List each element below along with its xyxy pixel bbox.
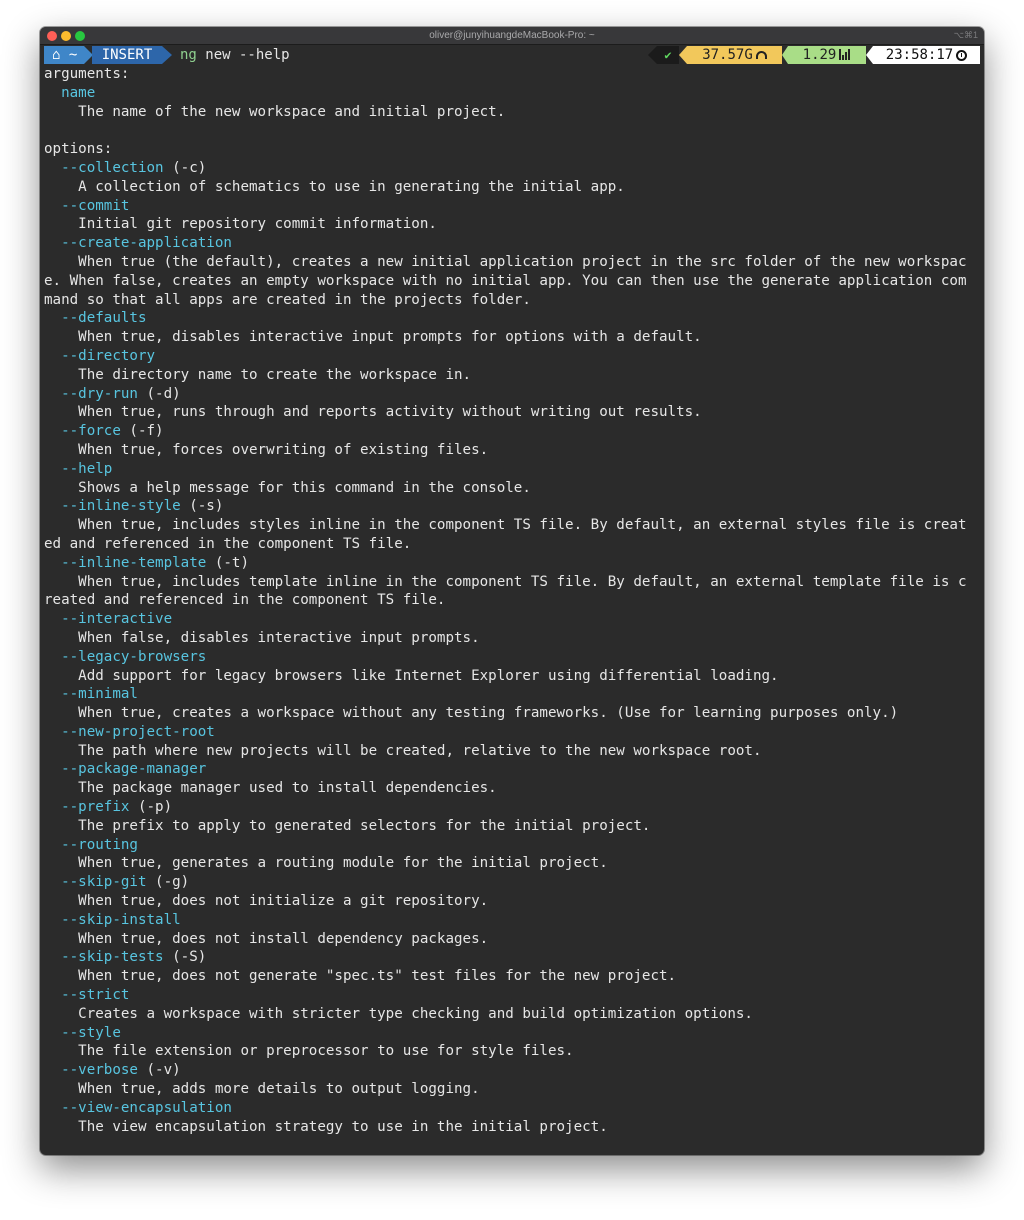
option-item xyxy=(44,760,980,779)
blank-line xyxy=(44,121,980,140)
option-description-text: When true, forces overwriting of existing files. xyxy=(78,441,489,458)
status-segment xyxy=(657,46,679,64)
option-item xyxy=(44,685,980,704)
option-description xyxy=(44,1118,980,1137)
option-alias: (-c) xyxy=(163,159,207,176)
option-description xyxy=(44,817,980,836)
option-description-text: The path where new projects will be created, relative to the new workspace root. xyxy=(78,742,762,759)
memory-value: 37.57G xyxy=(702,47,753,63)
option-description-text: Add support for legacy browsers like Internet Explorer using differential loading. xyxy=(78,667,779,684)
load-segment xyxy=(788,46,866,64)
option-description xyxy=(44,403,980,422)
shell-prompt xyxy=(44,46,980,64)
option-flag: --interactive xyxy=(61,611,173,628)
option-description-text: ed and referenced in the component TS file. xyxy=(44,535,412,552)
option-description xyxy=(44,479,980,498)
option-item xyxy=(44,554,980,573)
option-description xyxy=(44,704,980,723)
option-flag: --skip-install xyxy=(61,911,181,928)
option-flag: --dry-run xyxy=(61,385,138,402)
option-description-text: e. When false, creates an empty workspace with no initial app. You can then use the generate application com xyxy=(44,272,967,289)
option-flag: --legacy-browsers xyxy=(61,648,207,665)
option-description-text: Creates a workspace with stricter type checking and build optimization options. xyxy=(78,1005,753,1022)
option-description xyxy=(44,291,980,310)
option-item xyxy=(44,385,980,404)
option-description-text: When true (the default), creates a new initial application project in the src folder of the new workspac xyxy=(78,253,967,270)
option-alias: (-v) xyxy=(137,1062,181,1079)
option-alias: (-p) xyxy=(129,799,173,816)
option-item xyxy=(44,723,980,742)
option-description-text: When true, disables interactive input prompts for options with a default. xyxy=(78,329,702,346)
option-flag: --commit xyxy=(61,197,130,214)
time-value: 23:58:17 xyxy=(885,47,954,63)
home-segment xyxy=(44,46,84,64)
option-flag: --view-encapsulation xyxy=(61,1099,232,1116)
segment-separator xyxy=(162,46,172,64)
option-description-text: When true, includes template inline in the component TS file. By default, an external template file is c xyxy=(78,573,967,590)
option-flag: --new-project-root xyxy=(61,723,215,740)
option-description xyxy=(44,366,980,385)
option-description-text: When true, generates a routing module for the initial project. xyxy=(78,855,608,872)
option-description-text: When false, disables interactive input prompts. xyxy=(78,629,480,646)
option-flag: --defaults xyxy=(61,310,147,327)
option-description xyxy=(44,516,980,535)
arguments-header: arguments: xyxy=(44,66,130,82)
option-item xyxy=(44,497,980,516)
option-description-text: When true, does not generate "spec.ts" test files for the new project. xyxy=(78,968,677,985)
option-item xyxy=(44,873,980,892)
option-description xyxy=(44,215,980,234)
option-flag: --routing xyxy=(61,836,138,853)
option-flag: --package-manager xyxy=(61,761,207,778)
option-description xyxy=(44,441,980,460)
option-description xyxy=(44,1042,980,1061)
option-flag: --skip-git xyxy=(61,874,147,891)
option-item xyxy=(44,1099,980,1118)
option-description-text: The file extension or preprocessor to use for style files. xyxy=(78,1043,574,1060)
option-description-text: The package manager used to install dependencies. xyxy=(78,780,497,797)
terminal-output xyxy=(44,65,980,1136)
option-item xyxy=(44,986,980,1005)
option-description-text: A collection of schematics to use in generating the initial app. xyxy=(78,178,625,195)
option-item xyxy=(44,234,980,253)
bar-chart-icon xyxy=(839,49,851,60)
option-flag: --force xyxy=(61,423,121,440)
option-alias: (-t) xyxy=(206,554,250,571)
clock-icon xyxy=(956,50,967,61)
time-segment xyxy=(873,46,980,64)
window-title: oliver@junyihuangdeMacBook-Pro: ~ xyxy=(429,30,595,41)
option-flag: --style xyxy=(61,1024,121,1041)
option-description xyxy=(44,272,980,291)
segment-separator xyxy=(648,46,657,64)
option-description xyxy=(44,967,980,986)
option-description xyxy=(44,930,980,949)
title-bar xyxy=(40,27,984,45)
option-item xyxy=(44,309,980,328)
option-description-text: When true, creates a workspace without any testing frameworks. (Use for learning purposes only.) xyxy=(78,705,899,722)
terminal-window xyxy=(40,27,984,1155)
option-description-text: When true, adds more details to output logging. xyxy=(78,1081,480,1098)
option-item xyxy=(44,159,980,178)
options-list xyxy=(44,159,980,1136)
window-shortcut: ⌥⌘1 xyxy=(953,30,978,40)
option-flag: --strict xyxy=(61,987,130,1004)
option-description-text: reated and referenced in the component TS file. xyxy=(44,592,446,609)
option-description-text: mand so that all apps are created in the projects folder. xyxy=(44,291,531,308)
option-description xyxy=(44,742,980,761)
option-description xyxy=(44,591,980,610)
option-alias: (-d) xyxy=(137,385,181,402)
option-description xyxy=(44,779,980,798)
option-flag: --directory xyxy=(61,347,156,364)
option-description-text: Initial git repository commit information. xyxy=(78,216,437,233)
option-item xyxy=(44,836,980,855)
option-flag: --skip-tests xyxy=(61,949,164,966)
command-name: ng xyxy=(180,47,197,63)
option-alias: (-s) xyxy=(180,498,224,515)
option-alias: (-g) xyxy=(146,874,190,891)
option-flag: --help xyxy=(61,460,113,477)
option-item xyxy=(44,347,980,366)
option-description xyxy=(44,253,980,272)
option-item xyxy=(44,798,980,817)
segment-separator xyxy=(866,46,873,64)
memory-segment xyxy=(687,46,782,64)
option-flag: --inline-style xyxy=(61,498,181,515)
option-item xyxy=(44,911,980,930)
segment-separator xyxy=(679,46,687,64)
option-item xyxy=(44,948,980,967)
option-description xyxy=(44,535,980,554)
option-flag: --prefix xyxy=(61,799,130,816)
option-description-text: The directory name to create the workspace in. xyxy=(78,366,472,383)
cwd-label: ~ xyxy=(68,47,78,63)
option-flag: --inline-template xyxy=(61,554,207,571)
option-description xyxy=(44,854,980,873)
command-args: new --help xyxy=(196,47,290,63)
option-item xyxy=(44,648,980,667)
option-description-text: Shows a help message for this command in the console. xyxy=(78,479,531,496)
mode-indicator: INSERT xyxy=(92,46,162,64)
option-description xyxy=(44,328,980,347)
option-item xyxy=(44,197,980,216)
option-description xyxy=(44,573,980,592)
option-description xyxy=(44,629,980,648)
option-description xyxy=(44,667,980,686)
option-flag: --create-application xyxy=(61,235,232,252)
argument-description: The name of the new workspace and initial project. xyxy=(78,103,506,120)
option-item xyxy=(44,422,980,441)
options-header: options: xyxy=(44,141,113,158)
check-icon: ✔ xyxy=(664,48,672,62)
argument-name: name xyxy=(61,84,96,101)
option-item xyxy=(44,1061,980,1080)
option-flag: --minimal xyxy=(61,686,138,703)
option-item xyxy=(44,1024,980,1043)
option-item xyxy=(44,460,980,479)
option-description-text: The view encapsulation strategy to use in the initial project. xyxy=(78,1118,608,1135)
option-item xyxy=(44,610,980,629)
load-value: 1.29 xyxy=(802,47,837,63)
option-description xyxy=(44,1005,980,1024)
option-description-text: When true, does not initialize a git repository. xyxy=(78,893,489,910)
option-alias: (-S) xyxy=(163,949,207,966)
option-description-text: The prefix to apply to generated selectors for the initial project. xyxy=(78,817,651,834)
option-flag: --collection xyxy=(61,159,164,176)
option-description-text: When true, does not install dependency packages. xyxy=(78,930,489,947)
option-description-text: When true, includes styles inline in the component TS file. By default, an external styles file is creat xyxy=(78,517,967,534)
option-description xyxy=(44,178,980,197)
home-icon: ⌂ xyxy=(52,47,61,63)
option-alias: (-f) xyxy=(120,423,164,440)
gauge-icon xyxy=(756,51,767,59)
option-description xyxy=(44,1080,980,1099)
option-description-text: When true, runs through and reports activity without writing out results. xyxy=(78,404,702,421)
command-line[interactable] xyxy=(180,46,290,64)
option-flag: --verbose xyxy=(61,1062,138,1079)
option-description xyxy=(44,892,980,911)
